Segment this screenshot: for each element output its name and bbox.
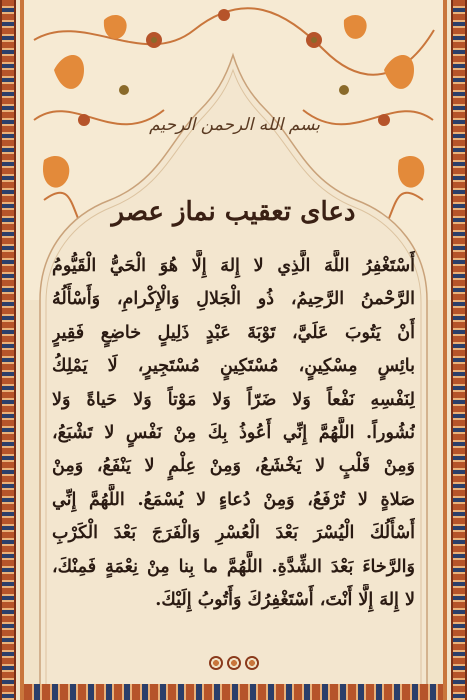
prayer-line: بائِسٍ مِسْكِينٍ، مُسْتَكِينٍ مُسْتَجِيرٍ، لَا يَمْلِكُ	[52, 356, 415, 377]
prayer-line: أَسْتَغْفِرُ اللَّهَ الَّذِي لا إِلهَ إِلَّا هُوَ الْحَيُّ الْقَيُّومُ	[52, 256, 415, 276]
left-inner-line	[20, 0, 24, 700]
prayer-line: أَسْأَلُكَ الْيُسْرَ بَعْدَ الْعُسْرِ وَالْفَرَجَ بَعْدَ الْكَرْبِ	[52, 523, 415, 544]
page-title: دعای تعقیب نماز عصر	[111, 197, 356, 227]
right-border	[451, 0, 467, 700]
prayer-line: الرَّحْمنُ الرَّحِيمُ، ذُو الْجَلالِ وَالْإِكْرامِ، وَأَسْأَلُهُ	[52, 289, 415, 310]
prayer-line: نُشُوراً. اللَّهُمَّ إِنِّي أَعُوذُ بِكَ مِنْ نَفْسٍ لا تَشْبَعُ،	[52, 423, 415, 444]
prayer-line: وَالرَّخاءَ بَعْدَ الشِّدَّةِ. اللَّهُمَّ ما بِنا مِنْ نِعْمَةٍ فَمِنْكَ،	[52, 556, 415, 577]
prayer-line: أَنْ يَتُوبَ عَلَيَّ، تَوْبَةَ عَبْدٍ ذَلِيلٍ خاضِعٍ فَقِيرٍ	[52, 322, 415, 343]
flower-icon	[245, 656, 259, 670]
left-border	[0, 0, 16, 700]
bottom-border	[24, 684, 443, 700]
flower-icon	[227, 656, 241, 670]
prayer-line: لِنَفْسِهِ نَفْعاً وَلا ضَرّاً وَلا مَوْتاً وَلا حَياةً وَلا	[52, 389, 415, 410]
flower-icon	[209, 656, 223, 670]
prayer-line: لا إِلهَ إِلَّا أَنْتَ، أَسْتَغْفِرُكَ وَأَتُوبُ إِلَيْكَ.	[155, 590, 415, 611]
footer-ornament	[200, 656, 267, 676]
prayer-line: صَلاةٍ لا تُرْفَعُ، وَمِنْ دُعاءٍ لا يُسْمَعُ. اللَّهُمَّ إِنِّي	[52, 489, 415, 510]
prayer-text	[52, 250, 415, 617]
right-inner-line	[443, 0, 447, 700]
bismillah-calligraphy: بسم الله الرحمن الرحيم	[149, 115, 320, 135]
prayer-line: وَمِنْ قَلْبٍ لا يَخْشَعُ، وَمِنْ عِلْمٍ لا يَنْفَعُ، وَمِنْ	[52, 456, 415, 477]
